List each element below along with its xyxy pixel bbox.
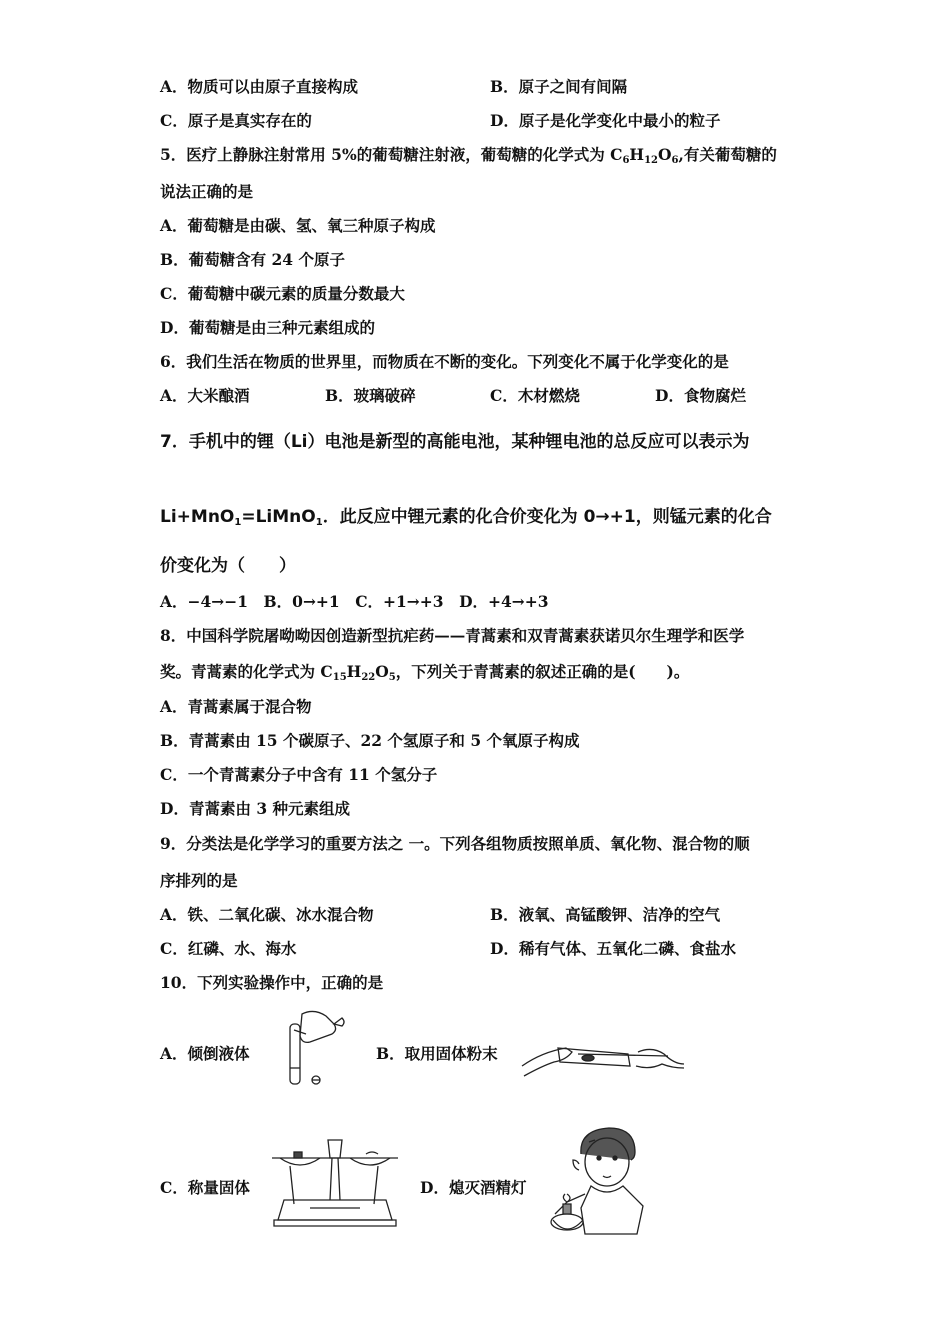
pouring-liquid-figure <box>272 1008 352 1090</box>
q10-option-b: B．取用固体粉末 <box>376 1044 498 1063</box>
q10-stem: 10．下列实验操作中，正确的是 <box>160 973 384 992</box>
q5-option-c: C．葡萄糖中碳元素的质量分数最大 <box>160 284 405 303</box>
q8-option-b: B．青蒿素由 15 个碳原子、22 个氢原子和 5 个氧原子构成 <box>160 731 580 750</box>
q8-option-c: C．一个青蒿素分子中含有 11 个氢分子 <box>160 765 438 784</box>
q8-stem-line2: 奖。青蒿素的化学式为 $C_{15}H_{22}O_5$，下列关于青蒿素的叙述正确的是( )。 <box>160 662 690 683</box>
balance-scale-figure <box>270 1134 400 1230</box>
q6-option-a: A．大米酿酒 <box>160 386 250 405</box>
q7-stem-line2: Li+MnO$_1$=LiMnO$_1$．此反应中锂元素的化合价变化为 0→+1，则锰元素的化合 <box>160 507 772 528</box>
q8-option-a: A．青蒿素属于混合物 <box>160 697 312 716</box>
q10-option-c: C．称量固体 <box>160 1178 250 1197</box>
alcohol-lamp-figure <box>545 1124 655 1236</box>
powder-tube-figure <box>518 1022 688 1082</box>
q7-stem-line1: 7．手机中的锂（Li）电池是新型的高能电池，某种锂电池的总反应可以表示为 <box>160 432 750 452</box>
q6-option-d: D．食物腐烂 <box>655 386 746 405</box>
q9-option-d: D．稀有气体、五氧化二磷、食盐水 <box>490 939 736 958</box>
q5-stem-line1: 5．医疗上静脉注射常用 5%的葡萄糖注射液，葡萄糖的化学式为 $C_6H_{12}O_6$,有关葡萄糖的 <box>160 145 777 166</box>
q6-stem: 6．我们生活在物质的世界里，而物质在不断的变化。下列变化不属于化学变化的是 <box>160 352 729 371</box>
q8-stem-line1: 8．中国科学院屠呦呦因创造新型抗疟药——青蒿素和双青蒿素获诺贝尔生理学和医学 <box>160 626 745 645</box>
q6-option-b: B．玻璃破碎 <box>325 386 416 405</box>
q5-option-d: D．葡萄糖是由三种元素组成的 <box>160 318 375 337</box>
q4-option-b: B．原子之间有间隔 <box>490 77 628 96</box>
q6-option-c: C．木材燃烧 <box>490 386 580 405</box>
q10-option-d: D．熄灭酒精灯 <box>420 1178 527 1197</box>
q4-option-a: A．物质可以由原子直接构成 <box>160 77 359 96</box>
q4-option-c: C．原子是真实存在的 <box>160 111 312 130</box>
q7-options: A．−4→−1 B．0→+1 C．+1→+3 D．+4→+3 <box>160 592 549 611</box>
q9-option-b: B．液氧、高锰酸钾、洁净的空气 <box>490 905 721 924</box>
q9-stem-line2: 序排列的是 <box>160 871 238 890</box>
q5-stem-line2: 说法正确的是 <box>160 182 254 201</box>
q4-option-d: D．原子是化学变化中最小的粒子 <box>490 111 721 130</box>
q9-option-c: C．红磷、水、海水 <box>160 939 297 958</box>
q7-stem-line3: 价变化为（ ） <box>160 556 296 576</box>
q5-option-b: B．葡萄糖含有 24 个原子 <box>160 250 345 269</box>
q9-stem-line1: 9．分类法是化学学习的重要方法之 一。下列各组物质按照单质、氧化物、混合物的顺 <box>160 834 750 853</box>
q9-option-a: A．铁、二氧化碳、冰水混合物 <box>160 905 374 924</box>
q8-option-d: D．青蒿素由 3 种元素组成 <box>160 799 351 818</box>
q5-option-a: A．葡萄糖是由碳、氢、氧三种原子构成 <box>160 216 436 235</box>
q10-option-a: A．倾倒液体 <box>160 1044 250 1063</box>
